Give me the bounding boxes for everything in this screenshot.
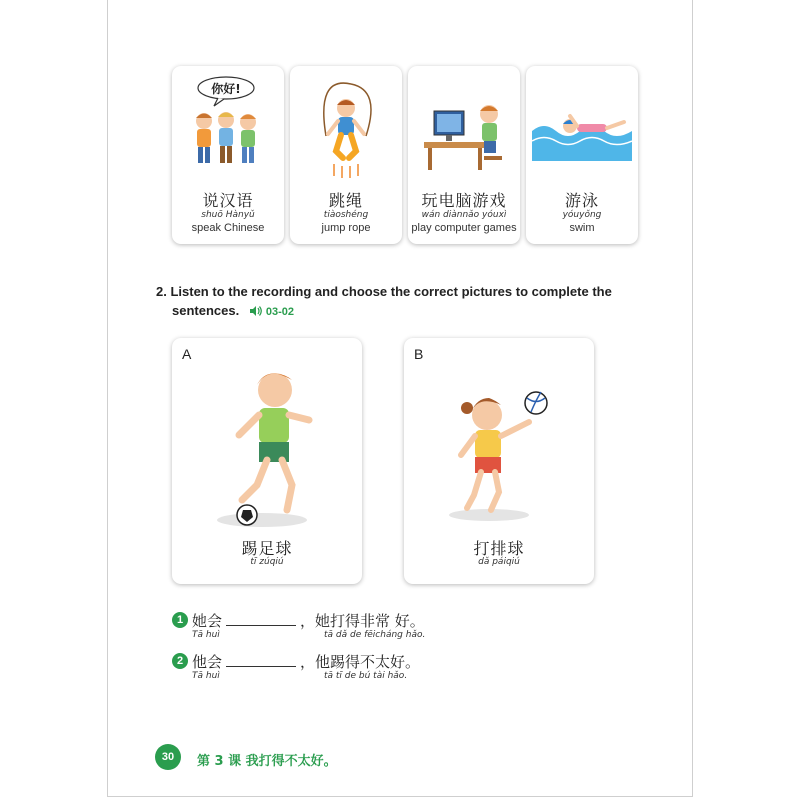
exercise-instruction — [156, 282, 616, 322]
sentence-end: ，他踢得不太好。 — [300, 653, 421, 671]
sentence-chinese — [192, 610, 425, 631]
jump-rope-illustration — [296, 76, 396, 181]
sentence-number-badge: 2 — [172, 653, 188, 669]
boy-playing-soccer-illustration — [187, 360, 347, 535]
audio-track-label: 03-02 — [265, 306, 295, 318]
vocab-pinyin: wán diànnǎo yóuxì — [421, 210, 507, 220]
vocab-english: play computer games — [411, 222, 517, 234]
speaker-icon — [249, 305, 263, 317]
card-hanzi: 踢足球 — [241, 539, 293, 558]
page-number-badge: 30 — [155, 744, 181, 770]
vocab-hanzi: 玩电脑游戏 — [421, 191, 507, 210]
computer-games-illustration — [414, 76, 514, 181]
girl-playing-volleyball-illustration — [419, 360, 579, 535]
sentence-end: ，她打得非常 好。 — [300, 612, 425, 630]
answer-blank[interactable] — [226, 611, 296, 626]
picture-card-b[interactable] — [404, 338, 594, 584]
instruction-line-1: Listen to the recording and choose the correct pictures to complete the — [170, 284, 612, 299]
sentence-chinese — [192, 651, 420, 672]
vocab-pinyin: shuō Hànyǔ — [201, 210, 255, 220]
card-hanzi: 打排球 — [473, 539, 525, 558]
sentence-pinyin-start: Tā huì — [192, 671, 220, 681]
vocab-hanzi: 说汉语 — [202, 191, 254, 210]
audio-track-button[interactable] — [249, 306, 294, 318]
card-letter: B — [414, 346, 424, 362]
card-pinyin: tī zúqiú — [250, 557, 284, 567]
vocab-card-swim — [526, 66, 638, 244]
vocab-card-jump-rope — [290, 66, 402, 244]
sentence-pinyin-end: tā tī de bú tài hǎo. — [324, 671, 408, 681]
card-letter: A — [182, 346, 192, 362]
sentence-pinyin-start: Tā huì — [192, 630, 220, 640]
vocab-hanzi: 跳绳 — [328, 191, 363, 210]
card-pinyin: dǎ páiqiú — [478, 557, 520, 567]
kids-talking-illustration — [178, 76, 278, 181]
vocab-english: swim — [569, 222, 595, 234]
swimmer-illustration — [532, 76, 632, 181]
vocab-hanzi: 游泳 — [564, 191, 599, 210]
sentence-start: 他会 — [192, 653, 223, 671]
lesson-title: 第 3 课 我打得不太好。 — [197, 754, 337, 769]
exercise-number: 2. — [156, 284, 167, 299]
answer-blank[interactable] — [226, 652, 296, 667]
vocab-pinyin: yóuyǒng — [562, 210, 602, 220]
sentence-number-badge: 1 — [172, 612, 188, 628]
sentence-start: 她会 — [192, 612, 223, 630]
speech-bubble-text: 你好! — [211, 82, 241, 96]
vocab-card-computer-games — [408, 66, 520, 244]
vocab-english: jump rope — [321, 222, 371, 234]
vocab-english: speak Chinese — [191, 222, 265, 234]
instruction-line-2: sentences. — [172, 303, 240, 318]
vocab-pinyin: tiàoshéng — [323, 210, 369, 220]
sentence-pinyin-end: tā dǎ de fēicháng hǎo. — [324, 630, 426, 640]
vocab-card-speak-chinese — [172, 66, 284, 244]
picture-card-a[interactable] — [172, 338, 362, 584]
